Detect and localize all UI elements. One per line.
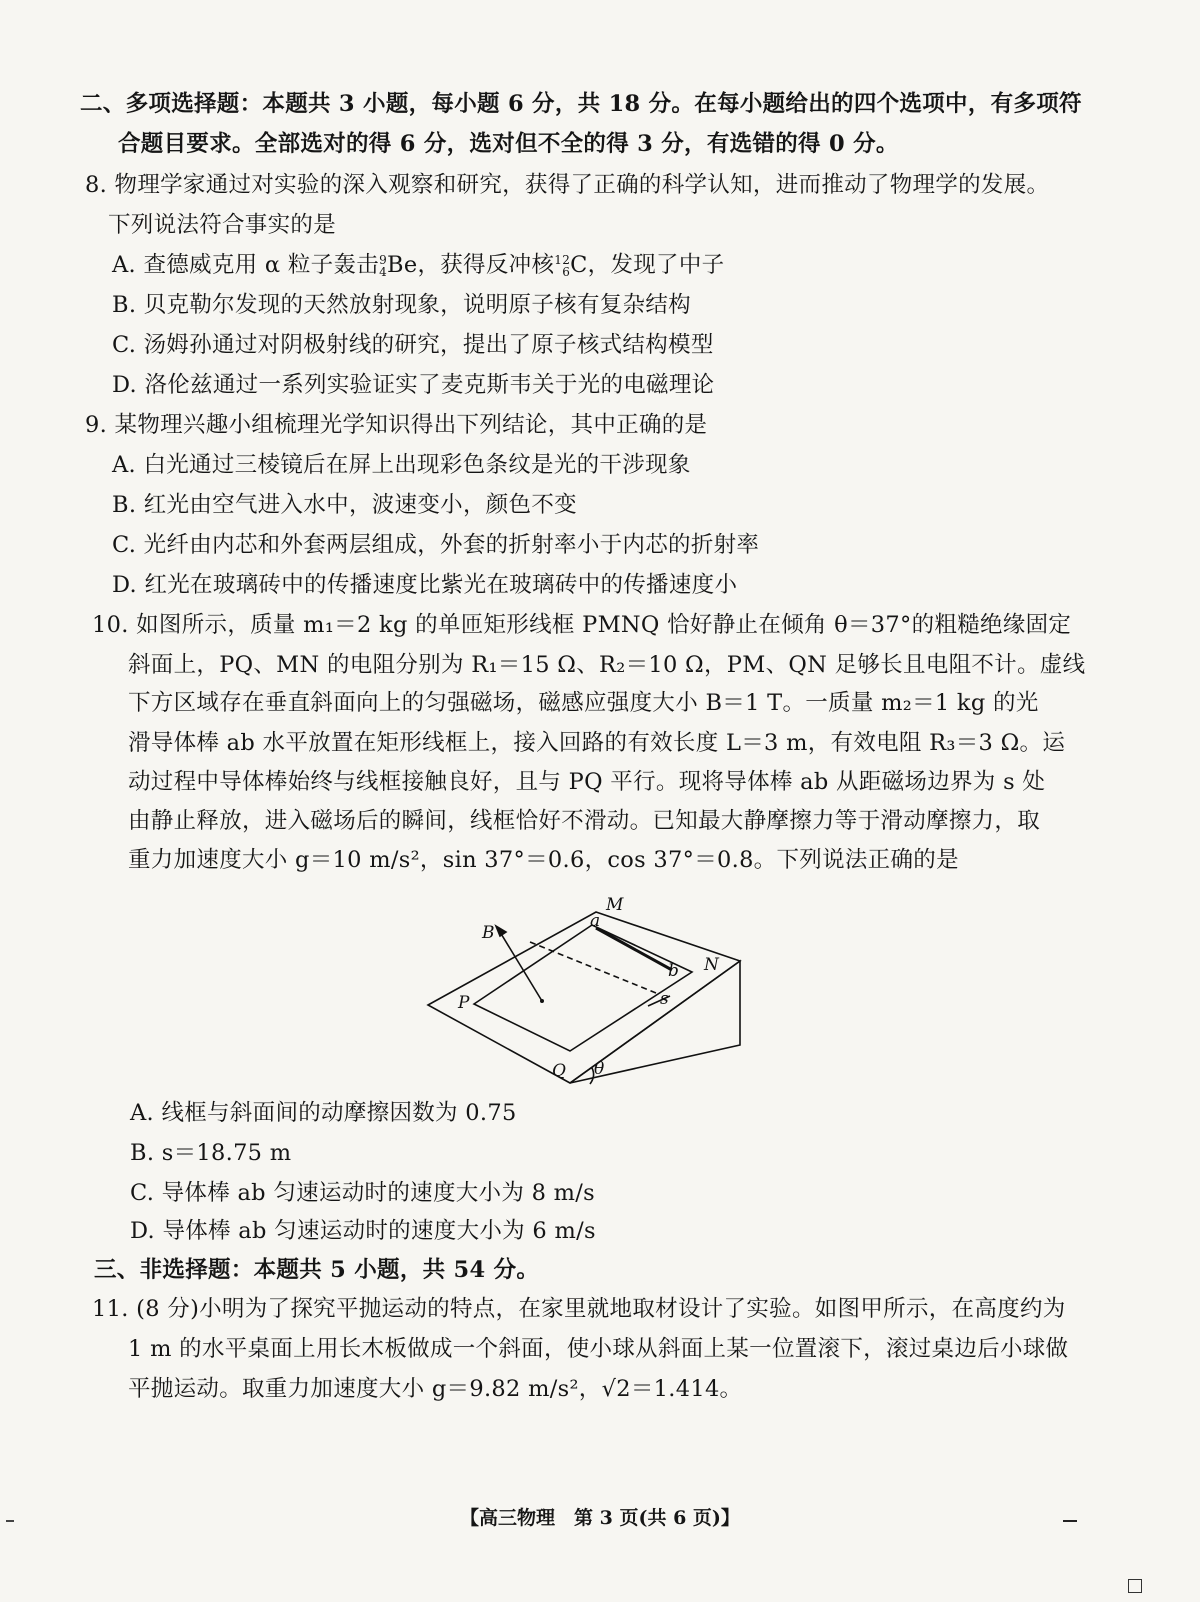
q10-option-d: D. 导体棒 ab 匀速运动时的速度大小为 6 m/s bbox=[130, 1218, 596, 1244]
q11-line2: 1 m 的水平桌面上用长木板做成一个斜面，使小球从斜面上某一位置滚下，滚过桌边后小球做 bbox=[128, 1336, 1069, 1362]
page-footer: 【高三物理 第 3 页(共 6 页)】 bbox=[460, 1507, 740, 1529]
q8-stem-line1: 8. 物理学家通过对实验的深入观察和研究，获得了正确的科学认知，进而推动了物理学的发展。 bbox=[85, 172, 1050, 198]
q8-stem-line2: 下列说法符合事实的是 bbox=[108, 212, 337, 238]
incline-top-face bbox=[428, 912, 740, 1083]
q10-stem-line3: 下方区域存在垂直斜面向上的匀强磁场，磁感应强度大小 B＝1 T。一质量 m₂＝1 kg 的光 bbox=[128, 690, 1039, 716]
q10-incline-diagram bbox=[430, 895, 760, 1098]
section3-title: 三、非选择题：本题共 5 小题，共 54 分。 bbox=[94, 1257, 540, 1283]
q11-line1: 11. (8 分)小明为了探究平抛运动的特点，在家里就地取材设计了实验。如图甲所示，在高度约为 bbox=[92, 1296, 1066, 1322]
label-s: s bbox=[660, 989, 669, 1009]
q8-option-b: B. 贝克勒尔发现的天然放射现象，说明原子核有复杂结构 bbox=[112, 292, 691, 318]
q8-option-a: A. 查德威克用 α 粒子轰击 9 4 Be，获得反冲核 12 6 C，发现了中子 bbox=[112, 252, 725, 279]
b-field-arrow bbox=[500, 932, 542, 1001]
label-b: B bbox=[482, 923, 495, 943]
q9-option-b: B. 红光由空气进入水中，波速变小，颜色不变 bbox=[112, 492, 577, 518]
margin-mark-left bbox=[6, 1520, 14, 1522]
q9-option-c: C. 光纤由内芯和外套两层组成，外套的折射率小于内芯的折射率 bbox=[112, 532, 760, 558]
q10-stem-line7: 重力加速度大小 g＝10 m/s²，sin 37°＝0.6，cos 37°＝0.8。下列说法正确的是 bbox=[128, 847, 959, 873]
q8-option-d: D. 洛伦兹通过一系列实验证实了麦克斯韦关于光的电磁理论 bbox=[112, 372, 715, 398]
section2-title-line2: 合题目要求。全部选对的得 6 分，选对但不全的得 3 分，有选错的得 0 分。 bbox=[118, 131, 899, 157]
label-m: M bbox=[606, 895, 624, 915]
label-theta: θ bbox=[594, 1059, 605, 1079]
label-n: N bbox=[704, 955, 719, 975]
q9-stem: 9. 某物理兴趣小组梳理光学知识得出下列结论，其中正确的是 bbox=[85, 412, 708, 438]
q10-stem-line5: 动过程中导体棒始终与线框接触良好，且与 PQ 平行。现将导体棒 ab 从距磁场边界为 s 处 bbox=[128, 769, 1046, 795]
label-q: Q bbox=[552, 1061, 566, 1081]
q11-line3: 平抛运动。取重力加速度大小 g＝9.82 m/s²，√2＝1.414。 bbox=[128, 1376, 743, 1402]
q9-option-d: D. 红光在玻璃砖中的传播速度比紫光在玻璃砖中的传播速度小 bbox=[112, 572, 738, 598]
q10-stem-line2: 斜面上，PQ、MN 的电阻分别为 R₁＝15 Ω、R₂＝10 Ω，PM、QN 足够长且电阻不计。虚线 bbox=[128, 652, 1086, 678]
q10-option-a: A. 线框与斜面间的动摩擦因数为 0.75 bbox=[130, 1100, 517, 1126]
label-b-rod: b bbox=[668, 961, 679, 981]
q10-option-b: B. s＝18.75 m bbox=[130, 1140, 292, 1166]
label-p: P bbox=[458, 993, 470, 1013]
q10-option-c: C. 导体棒 ab 匀速运动时的速度大小为 8 m/s bbox=[130, 1180, 596, 1206]
label-a: a bbox=[590, 911, 601, 931]
b-origin-dot bbox=[540, 999, 544, 1003]
q9-option-a: A. 白光通过三棱镜后在屏上出现彩色条纹是光的干涉现象 bbox=[112, 452, 691, 478]
scanner-watermark bbox=[1128, 1579, 1198, 1597]
q10-stem-line6: 由静止释放，进入磁场后的瞬间，线框恰好不滑动。已知最大静摩擦力等于滑动摩擦力，取 bbox=[128, 808, 1041, 834]
q10-stem-line1: 10. 如图所示，质量 m₁＝2 kg 的单匝矩形线框 PMNQ 恰好静止在倾角 θ＝37°的粗糙绝缘固定 bbox=[92, 612, 1072, 638]
q8-option-c: C. 汤姆孙通过对阴极射线的研究，提出了原子核式结构模型 bbox=[112, 332, 714, 358]
b-arrow-head bbox=[496, 926, 506, 936]
q10-stem-line4: 滑导体棒 ab 水平放置在矩形线框上，接入回路的有效长度 L＝3 m，有效电阻 R₃＝3 Ω。运 bbox=[128, 730, 1066, 756]
qr-icon bbox=[1128, 1579, 1142, 1593]
margin-mark-right bbox=[1063, 1520, 1077, 1522]
section2-title-line1: 二、多项选择题：本题共 3 小题，每小题 6 分，共 18 分。在每小题给出的四个选项中，有多项符 bbox=[80, 91, 1082, 117]
